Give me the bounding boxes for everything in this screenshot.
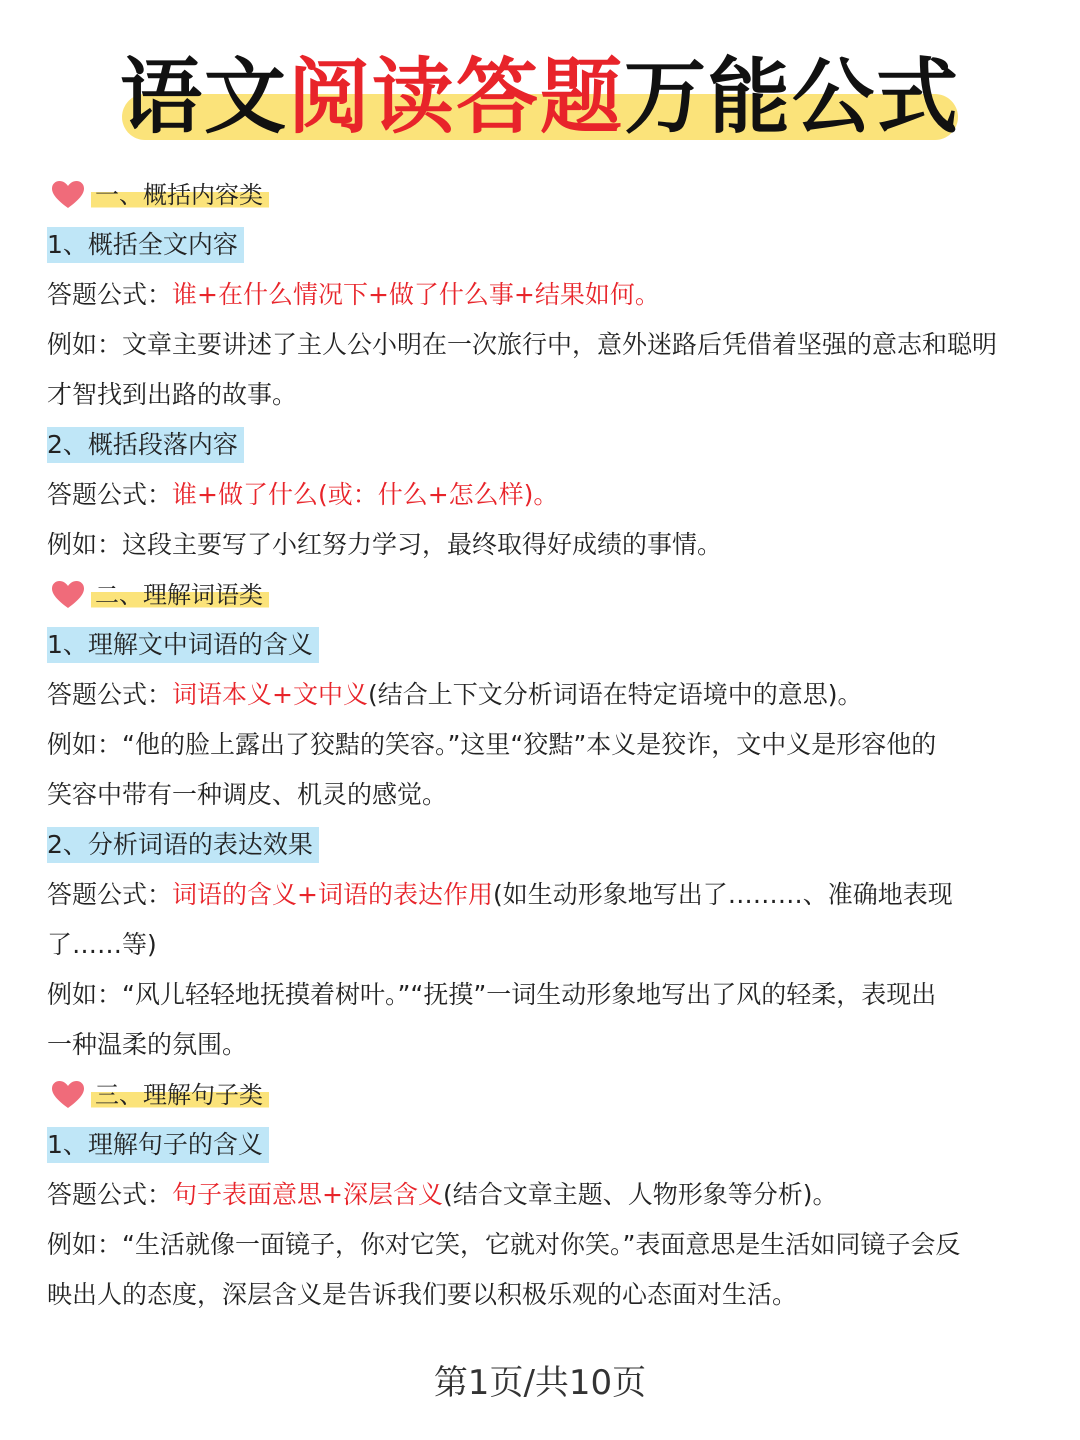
formula-rest: (如生动形象地写出了………、准确地表现 xyxy=(492,880,953,909)
formula-label: 答题公式： xyxy=(47,280,173,309)
section-heading xyxy=(47,570,1037,620)
formula-red: 词语的含义+词语的表达作用 xyxy=(172,880,493,909)
formula-row xyxy=(47,470,1037,520)
formula-red: 谁+在什么情况下+做了什么事+结果如何。 xyxy=(172,280,660,309)
subheading: 1、理解句子的含义 xyxy=(47,1127,269,1163)
heart-icon xyxy=(51,180,85,210)
subheading: 2、概括段落内容 xyxy=(47,427,244,463)
content xyxy=(47,170,1037,1320)
formula-row xyxy=(47,1170,1037,1220)
page-title xyxy=(0,48,1080,148)
example-line: 例如：文章主要讲述了主人公小明在一次旅行中，意外迷路后凭借着坚强的意志和聪明 xyxy=(47,330,998,359)
formula-red: 谁+做了什么(或：什么+怎么样)。 xyxy=(172,480,559,509)
title-part2: 阅读答题 xyxy=(287,50,624,145)
example-line: 例如：“他的脸上露出了狡黠的笑容。”这里“狡黠”本义是狡诈，文中义是形容他的 xyxy=(47,730,937,759)
title-part3: 万能公式 xyxy=(624,50,961,145)
example-line: 映出人的态度，深层含义是告诉我们要以积极乐观的心态面对生活。 xyxy=(47,1280,798,1309)
formula-red: 句子表面意思+深层含义 xyxy=(172,1180,443,1209)
formula-rest: (结合上下文分析词语在特定语境中的意思)。 xyxy=(367,680,863,709)
page-footer: 第1页/共10页 xyxy=(433,1363,647,1403)
example-line: 才智找到出路的故事。 xyxy=(47,380,298,409)
heart-icon xyxy=(51,580,85,610)
formula-row xyxy=(47,870,1037,920)
example-line: 一种温柔的氛围。 xyxy=(47,1030,248,1059)
subheading-row xyxy=(47,820,1037,870)
subheading-row xyxy=(47,420,1037,470)
subheading: 1、理解文中词语的含义 xyxy=(47,627,319,663)
subheading-row xyxy=(47,620,1037,670)
formula-row xyxy=(47,670,1037,720)
example-line: 例如：这段主要写了小红努力学习，最终取得好成绩的事情。 xyxy=(47,530,723,559)
formula-label: 答题公式： xyxy=(47,680,173,709)
formula-red: 词语本义+文中义 xyxy=(172,680,368,709)
formula-rest: (结合文章主题、人物形象等分析)。 xyxy=(442,1180,838,1209)
formula-label: 答题公式： xyxy=(47,480,173,509)
section-title: 一、概括内容类 xyxy=(91,180,269,210)
formula-row xyxy=(47,270,1037,320)
section-title: 二、理解词语类 xyxy=(91,580,269,610)
subheading-row xyxy=(47,1120,1037,1170)
example-line: 例如：“风儿轻轻地抚摸着树叶。”“抚摸”一词生动形象地写出了风的轻柔，表现出 xyxy=(47,980,937,1009)
heart-icon xyxy=(51,1080,85,1110)
subheading-row xyxy=(47,220,1037,270)
section-heading xyxy=(47,1070,1037,1120)
subheading: 2、分析词语的表达效果 xyxy=(47,827,319,863)
example-line: 例如：“生活就像一面镜子，你对它笑，它就对你笑。”表面意思是生活如同镜子会反 xyxy=(47,1230,961,1259)
section-heading xyxy=(47,170,1037,220)
title-part1: 语文 xyxy=(119,50,288,145)
example-line: 笑容中带有一种调皮、机灵的感觉。 xyxy=(47,780,448,809)
title-banner xyxy=(0,48,1080,158)
formula-line2: 了……等) xyxy=(47,930,157,959)
formula-label: 答题公式： xyxy=(47,880,173,909)
subheading: 1、概括全文内容 xyxy=(47,227,244,263)
formula-label: 答题公式： xyxy=(47,1180,173,1209)
section-title: 三、理解句子类 xyxy=(91,1080,269,1110)
